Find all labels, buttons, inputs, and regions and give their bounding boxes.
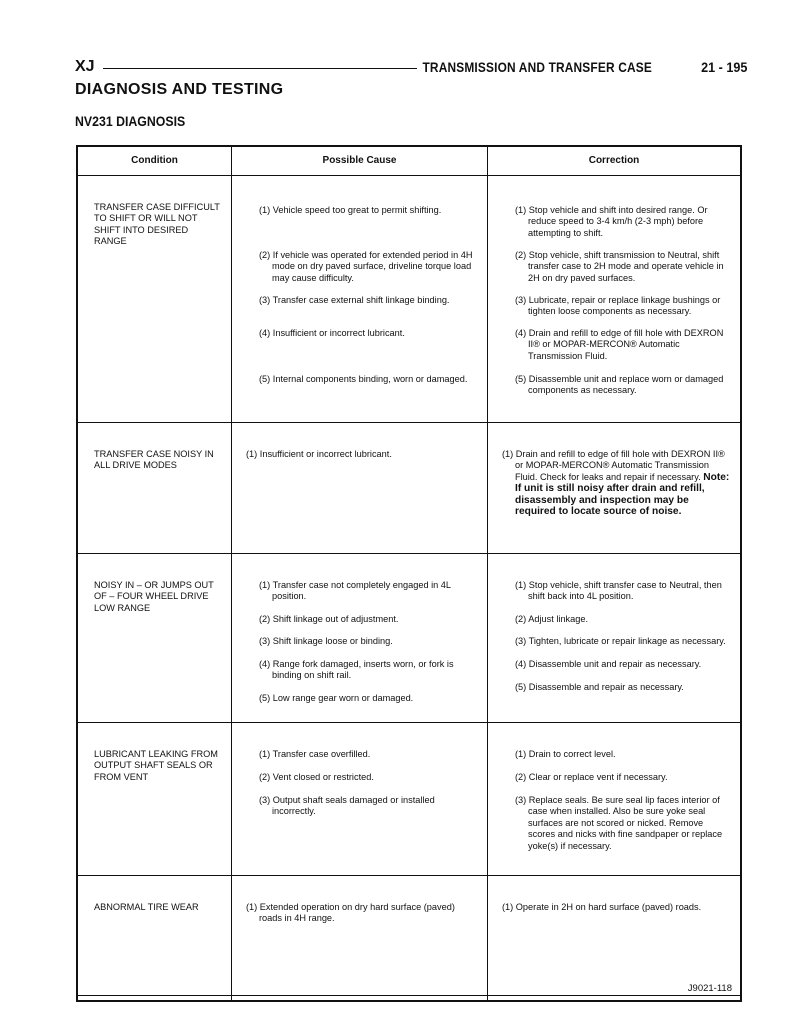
cause-item: (1) Extended operation on dry hard surface (paved) roads in 4H range.: [246, 902, 455, 924]
column-header-correction: Correction: [588, 155, 640, 166]
cause-item: (3) Shift linkage loose or binding.: [259, 636, 393, 646]
table-row: [78, 175, 740, 422]
correction-item: (1) Operate in 2H on hard surface (paved) roads.: [502, 902, 702, 912]
cause-item: (4) Insufficient or incorrect lubricant.: [259, 328, 405, 338]
cause-cell: [232, 554, 488, 722]
cause-item: (2) Vent closed or restricted.: [259, 772, 374, 782]
cause-item: (1) Transfer case overfilled.: [259, 749, 371, 759]
table-header-row: [78, 147, 740, 175]
cause-item: (2) If vehicle was operated for extended period in 4H mode on dry paved surface, driveline torque load may cause difficulty.: [259, 250, 473, 283]
condition-cell: NOISY IN – OR JUMPS OUT OF – FOUR WHEEL DRIVE LOW RANGE: [78, 554, 232, 722]
column-header-possible-cause: Possible Cause: [232, 147, 488, 175]
correction-item: (4) Disassemble unit and repair as necessary.: [515, 659, 702, 669]
correction-item: (3) Tighten, lubricate or repair linkage as necessary.: [515, 636, 726, 646]
correction-note: Note: If unit is still noisy after drain and refill, disassembly and inspection may be required to locate source of noise.: [515, 471, 730, 518]
correction-cell: [488, 176, 740, 422]
table-row: [78, 722, 740, 875]
correction-cell: [488, 423, 740, 553]
cause-cell: [232, 423, 488, 553]
condition-cell: TRANSFER CASE DIFFICULT TO SHIFT OR WILL NOT SHIFT INTO DESIRED RANGE: [78, 176, 232, 422]
cause-cell: [232, 176, 488, 422]
correction-cell: [488, 723, 740, 875]
table-row: [78, 875, 740, 1000]
table-row: [78, 422, 740, 553]
correction-text: (1) Drain and refill to edge of fill hole with DEXRON II® or MOPAR-MERCON® Automatic Transmission Fluid. Check for leaks and repair if necessary.: [502, 449, 725, 482]
correction-cell: [488, 554, 740, 722]
condition-cell: LUBRICANT LEAKING FROM OUTPUT SHAFT SEALS OR FROM VENT: [78, 723, 232, 875]
page-number: 21 - 195: [700, 59, 747, 75]
section-title: TRANSMISSION AND TRANSFER CASE: [422, 59, 652, 75]
running-header: [75, 58, 747, 78]
correction-item: (2) Adjust linkage.: [515, 614, 589, 624]
correction-item: (3) Replace seals. Be sure seal lip faces interior of case when installed. Also be sure yoke seal surfaces are not scored or nicked. Remove scores and nicks with fine sandpaper or replace yoke(s) if necessary.: [515, 795, 723, 851]
correction-item: (4) Drain and refill to edge of fill hole with DEXRON II® or MOPAR-MERCON® Automatic Transmission Fluid.: [515, 328, 724, 361]
correction-item: (5) Disassemble and repair as necessary.: [515, 682, 684, 692]
correction-item: (2) Stop vehicle, shift transmission to Neutral, shift transfer case to 2H mode and operate vehicle in 2H on dry paved surfaces.: [515, 250, 724, 283]
diagnosis-table: [76, 145, 742, 1002]
cause-item: (1) Transfer case not completely engaged in 4L position.: [259, 580, 451, 602]
cause-cell: [232, 723, 488, 875]
model-code: XJ: [75, 58, 95, 75]
correction-item: (2) Clear or replace vent if necessary.: [515, 772, 668, 782]
condition-cell: ABNORMAL TIRE WEAR: [78, 876, 232, 1000]
correction-cell: [488, 876, 740, 1000]
correction-item: (3) Lubricate, repair or replace linkage bushings or tighten loose components as necessary.: [515, 295, 721, 317]
column-header-condition: Condition: [78, 147, 232, 175]
cause-item: (5) Low range gear worn or damaged.: [259, 693, 414, 703]
correction-item: (1) Stop vehicle and shift into desired range. Or reduce speed to 3-4 km/h (2-3 mph) before attempting to shift.: [515, 205, 708, 238]
correction-item: (1) Drain to correct level.: [515, 749, 616, 759]
cause-cell: [232, 876, 488, 1000]
figure-id: J9021-118: [687, 983, 732, 994]
cause-item: (5) Internal components binding, worn or damaged.: [259, 374, 468, 384]
condition-cell: TRANSFER CASE NOISY IN ALL DRIVE MODES: [78, 423, 232, 553]
correction-item: [502, 449, 730, 517]
cause-item: (2) Shift linkage out of adjustment.: [259, 614, 399, 624]
table-row: [78, 553, 740, 722]
bottom-rule: [76, 995, 742, 996]
correction-item: (5) Disassemble unit and replace worn or damaged components as necessary.: [515, 374, 724, 396]
header-rule: [103, 68, 417, 69]
cause-item: (1) Insufficient or incorrect lubricant.: [246, 449, 392, 459]
cause-item: (4) Range fork damaged, inserts worn, or fork is binding on shift rail.: [259, 659, 454, 681]
table-title: NV231 DIAGNOSIS: [75, 113, 186, 129]
cause-item: (1) Vehicle speed too great to permit shifting.: [259, 205, 442, 215]
page-title: DIAGNOSIS AND TESTING: [75, 81, 284, 98]
cause-item: (3) Transfer case external shift linkage binding.: [259, 295, 450, 305]
cause-item: (3) Output shaft seals damaged or installed incorrectly.: [259, 795, 435, 817]
correction-item: (1) Stop vehicle, shift transfer case to Neutral, then shift back into 4L position.: [515, 580, 722, 602]
